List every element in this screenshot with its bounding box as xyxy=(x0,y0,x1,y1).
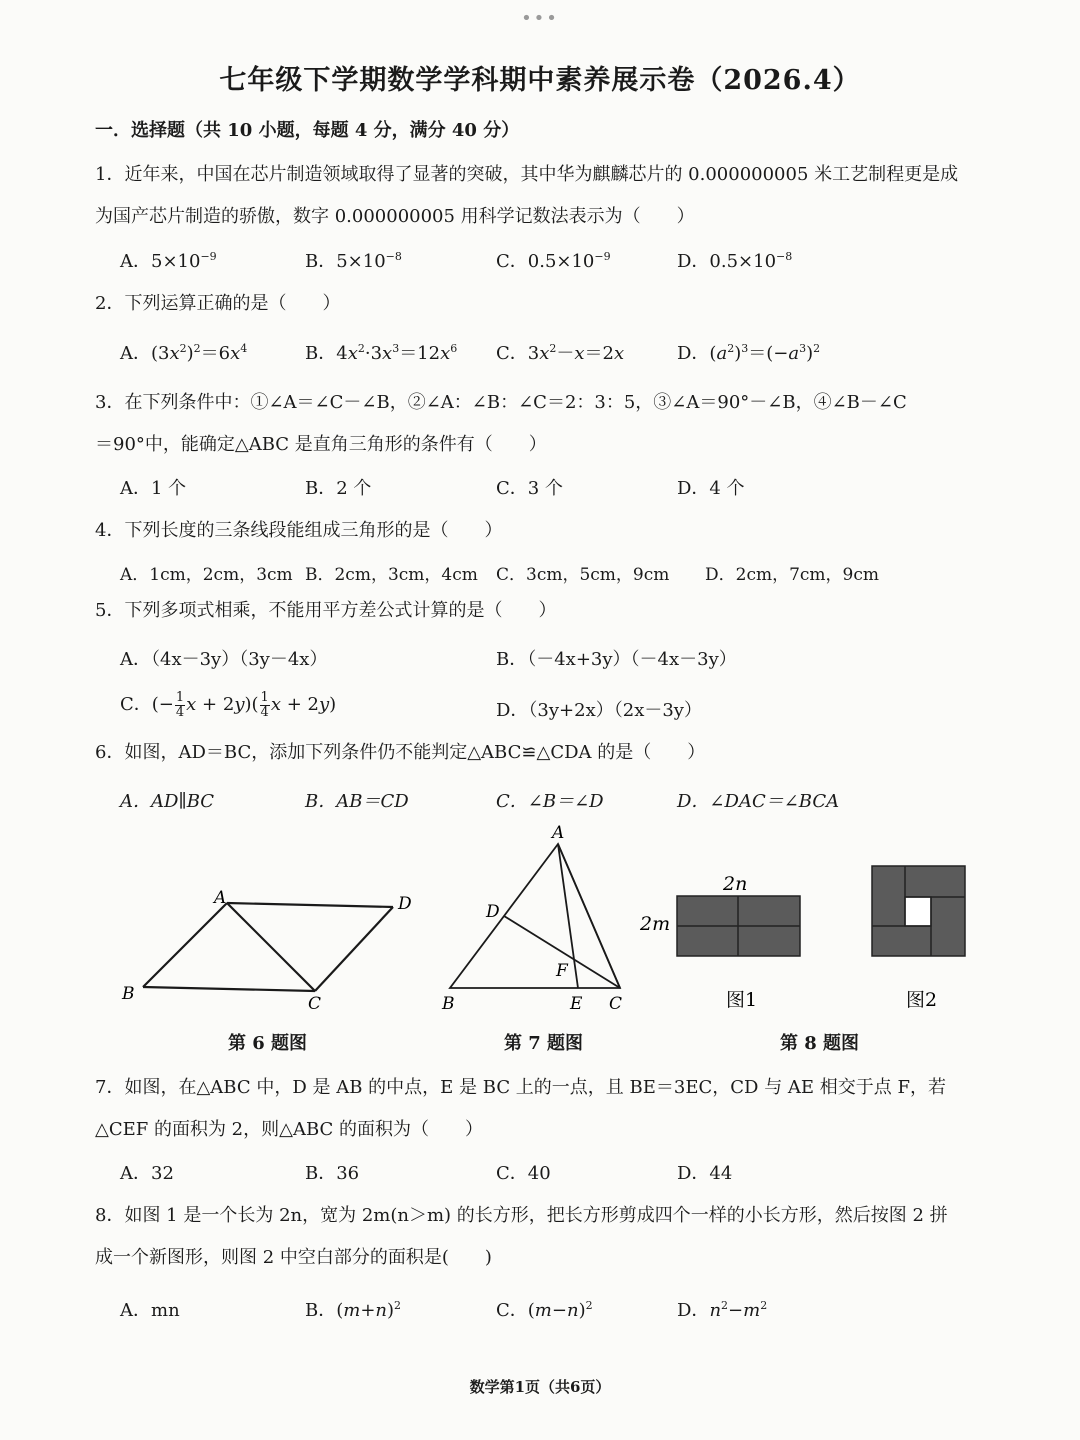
figure-8 xyxy=(636,860,976,1020)
figure-6 xyxy=(110,875,420,1015)
fig6-caption: 第 6 题图 xyxy=(228,1033,308,1054)
q5-option-d[interactable]: D．（3y+2x）（2x－3y） xyxy=(496,700,702,721)
q5-option-a[interactable]: A．（4x－3y）（3y－4x） xyxy=(120,649,328,670)
q7-option-a[interactable]: A．32 xyxy=(120,1163,174,1184)
q8-option-c[interactable]: C．$(m-n)^2$ xyxy=(496,1299,593,1321)
q7-option-d[interactable]: D．44 xyxy=(677,1163,733,1184)
q2-option-b[interactable]: B．$4x^2\cdot 3x^3=12x^6$ xyxy=(305,342,458,364)
q5-option-b[interactable]: B．（－4x+3y）（－4x－3y） xyxy=(496,649,737,670)
fig8-label-2m: 2m xyxy=(640,913,671,935)
fig8-label-2n: 2n xyxy=(723,873,748,895)
fig8-label-fig1: 图1 xyxy=(726,989,758,1011)
q6-option-d[interactable]: D．∠DAC＝∠BCA xyxy=(677,791,840,812)
q2-option-c[interactable]: C．$3x^2-x=2x$ xyxy=(496,342,625,364)
q2-option-d[interactable]: D．$(a^2)^3=(-a^3)^2$ xyxy=(677,342,821,364)
q4-stem: 4．下列长度的三条线段能组成三角形的是（ ） xyxy=(95,520,503,541)
q4-option-a[interactable]: A．1cm，2cm，3cm xyxy=(120,565,293,585)
fig7-label-e: E xyxy=(570,994,583,1014)
q3-option-d[interactable]: D．4 个 xyxy=(677,478,745,499)
q8-option-a[interactable]: A．mn xyxy=(120,1300,180,1321)
q2-option-a[interactable]: A．$(3x^2)^2=6x^4$ xyxy=(120,342,248,364)
q7-line2: △CEF 的面积为 2，则△ABC 的面积为（ ） xyxy=(95,1119,484,1140)
q6-option-c[interactable]: C．∠B＝∠D xyxy=(496,791,604,812)
q8-line1: 8．如图 1 是一个长为 2n，宽为 2m(n＞m) 的长方形，把长方形剪成四个一样的小长方形，然后按图 2 拼 xyxy=(95,1205,948,1226)
q6-stem: 6．如图，AD＝BC，添加下列条件仍不能判定△ABC≌△CDA 的是（ ） xyxy=(95,742,706,763)
fig7-label-b: B xyxy=(442,994,455,1014)
fig7-label-a: A xyxy=(552,823,565,843)
q2-stem: 2．下列运算正确的是（ ） xyxy=(95,293,341,314)
fig8-label-fig2: 图2 xyxy=(906,989,938,1011)
q8-option-b[interactable]: B．$(m+n)^2$ xyxy=(305,1299,402,1321)
q3-line1: 3．在下列条件中：①∠A＝∠C－∠B，②∠A：∠B：∠C＝2：3：5，③∠A＝90°－∠B，④∠B－∠C xyxy=(95,392,907,413)
fig7-label-d: D xyxy=(486,902,500,922)
fig6-label-d: D xyxy=(398,894,412,914)
fig6-label-b: B xyxy=(122,984,135,1004)
fig8-caption: 第 8 题图 xyxy=(780,1033,860,1054)
q8-option-d[interactable]: D．$n^2-m^2$ xyxy=(677,1299,768,1321)
q7-option-c[interactable]: C．40 xyxy=(496,1163,551,1184)
section-heading: 一．选择题（共 10 小题，每题 4 分，满分 40 分） xyxy=(95,120,520,141)
q7-option-b[interactable]: B．36 xyxy=(305,1163,360,1184)
q3-option-c[interactable]: C．3 个 xyxy=(496,478,563,499)
q1-option-a[interactable]: A．$5\times 10^{-9}$ xyxy=(120,250,217,272)
drag-handle[interactable]: ••• xyxy=(521,8,559,29)
figure-7 xyxy=(430,820,650,1020)
fig6-label-c: C xyxy=(308,994,322,1014)
q1-line1: 1．近年来，中国在芯片制造领域取得了显著的突破，其中华为麒麟芯片的 0.000000005 米工艺制程更是成 xyxy=(95,164,959,185)
q8-line2: 成一个新图形，则图 2 中空白部分的面积是( ) xyxy=(95,1247,492,1268)
q5-stem: 5．下列多项式相乘，不能用平方差公式计算的是（ ） xyxy=(95,600,557,621)
q3-line2: ＝90°中，能确定△ABC 是直角三角形的条件有（ ） xyxy=(95,434,547,455)
q1-option-d[interactable]: D．$0.5\times 10^{-8}$ xyxy=(677,250,793,272)
q6-option-a[interactable]: A．AD∥BC xyxy=(120,791,215,812)
fig7-label-c: C xyxy=(609,994,623,1014)
q3-option-a[interactable]: A．1 个 xyxy=(120,478,187,499)
page-footer: 数学第1页（共6页） xyxy=(469,1378,611,1396)
q4-option-d[interactable]: D．2cm，7cm，9cm xyxy=(705,565,880,585)
fig7-label-f: F xyxy=(556,961,568,981)
q6-option-b[interactable]: B．AB＝CD xyxy=(305,791,409,812)
q1-option-b[interactable]: B．$5\times 10^{-8}$ xyxy=(305,250,402,272)
q7-line1: 7．如图，在△ABC 中，D 是 AB 的中点，E 是 BC 上的一点，且 BE＝3EC，CD 与 AE 相交于点 F，若 xyxy=(95,1077,946,1098)
q1-option-c[interactable]: C．$0.5\times 10^{-9}$ xyxy=(496,250,611,272)
q3-option-b[interactable]: B．2 个 xyxy=(305,478,372,499)
fig7-caption: 第 7 题图 xyxy=(504,1033,584,1054)
fig6-label-a: A xyxy=(214,888,227,908)
page-title: 七年级下学期数学学科期中素养展示卷（2026.4） xyxy=(219,65,861,96)
q1-line2: 为国产芯片制造的骄傲，数字 0.000000005 用科学记数法表示为（ ） xyxy=(95,206,695,227)
q5-option-c[interactable]: C．(− $\frac{1}{4}$ x + 2y)( $\frac{1}{4}$ x + 2y) xyxy=(120,689,337,720)
q4-option-b[interactable]: B．2cm，3cm，4cm xyxy=(305,565,478,585)
q4-option-c[interactable]: C．3cm，5cm，9cm xyxy=(496,565,670,585)
